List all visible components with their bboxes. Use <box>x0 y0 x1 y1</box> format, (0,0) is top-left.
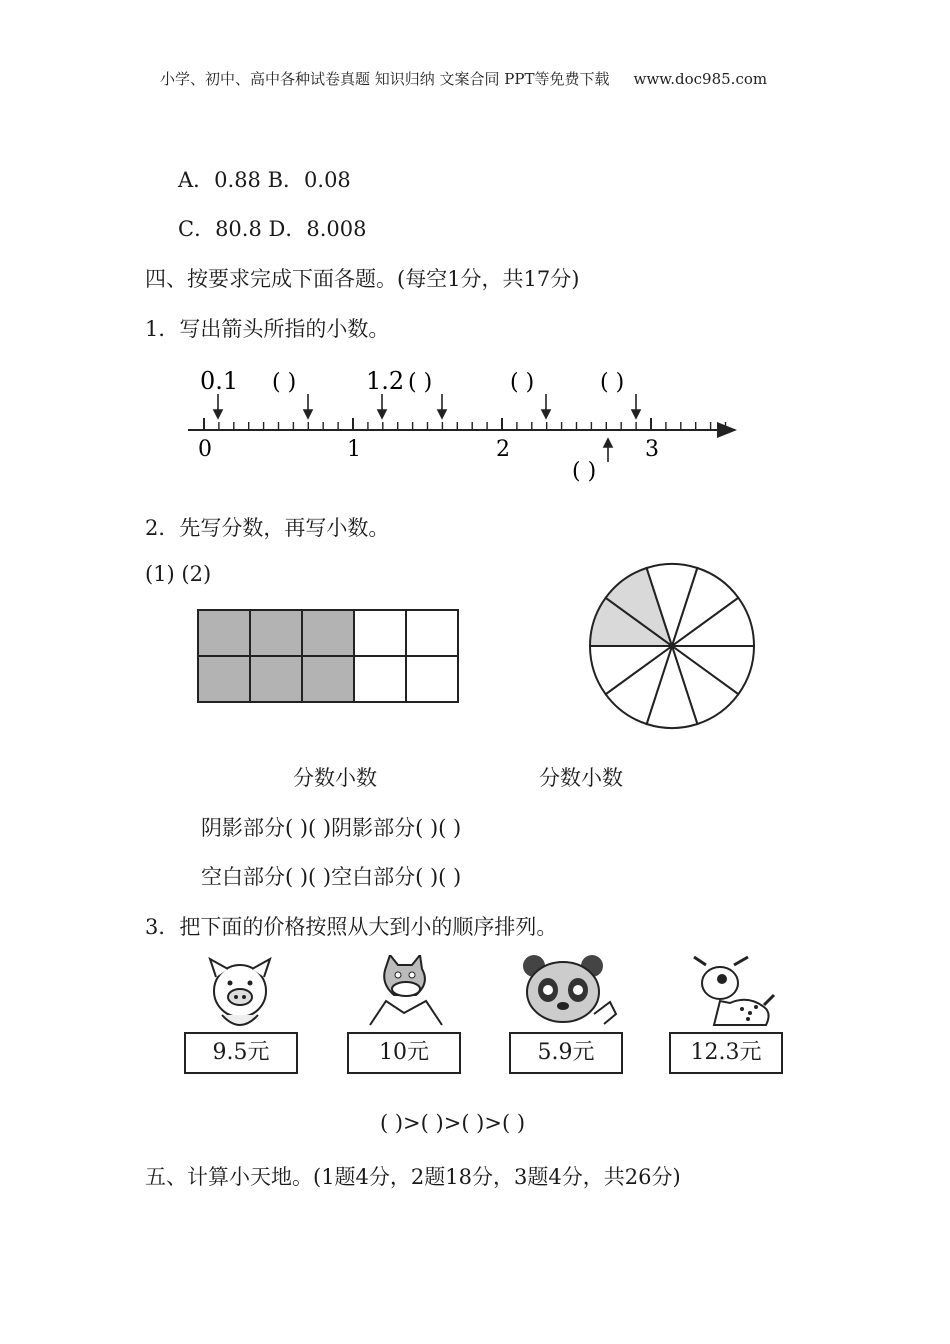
section-5-title: 五、计算小天地。(1题4分，2题18分，3题4分，共26分) <box>145 1165 681 1189</box>
price-tag-pig: 9.5元 <box>184 1032 298 1074</box>
tick-label-1: 1 <box>347 437 361 462</box>
shaded-grid <box>196 608 460 704</box>
blank-3[interactable]: ( ) <box>408 370 433 395</box>
tick-label-2: 2 <box>496 437 510 462</box>
number-line <box>180 360 750 490</box>
header-site[interactable]: www.doc985.com <box>633 70 768 88</box>
q1-title: 1．写出箭头所指的小数。 <box>145 317 390 341</box>
deer-icon <box>690 955 776 1035</box>
grid-cell <box>250 656 302 702</box>
axis-ticks <box>204 418 726 430</box>
arrow-down-icon <box>632 394 640 418</box>
grid-cell <box>302 656 354 702</box>
label-1-2: 1.2 <box>366 367 405 395</box>
label-0-1: 0.1 <box>200 367 239 395</box>
arrow-down-icon <box>214 394 222 418</box>
wolf-icon <box>360 955 450 1035</box>
grid-cell <box>198 656 250 702</box>
header-text: 小学、初中、高中各种试卷真题 知识归纳 文案合同 PPT等免费下载 <box>160 70 610 88</box>
option-line-2: C．80.8 D．8.008 <box>178 217 367 241</box>
panda-icon <box>518 952 618 1034</box>
grid-cell <box>198 610 250 656</box>
grid-cell <box>354 610 406 656</box>
q2-sub-labels: (1) (2) <box>145 562 212 586</box>
shaded-circle <box>586 560 758 732</box>
page-header <box>160 68 767 89</box>
row-blank[interactable]: 空白部分( )( )空白部分( )( ) <box>201 865 462 889</box>
arrow-up-icon <box>604 439 612 462</box>
blank-6[interactable]: ( ) <box>572 459 597 484</box>
arrow-down-icon <box>438 394 446 418</box>
order-answer-line[interactable]: ( )>( )>( )>( ) <box>380 1111 526 1135</box>
arrow-down-icon <box>304 394 312 418</box>
grid-cell <box>302 610 354 656</box>
row-shaded[interactable]: 阴影部分( )( )阴影部分( )( ) <box>201 816 462 840</box>
section-4-title: 四、按要求完成下面各题。(每空1分，共17分) <box>145 267 580 291</box>
arrow-down-icon <box>378 394 386 418</box>
col1-header: 分数小数 <box>293 766 377 790</box>
q3-title: 3．把下面的价格按照从大到小的顺序排列。 <box>145 915 558 939</box>
arrow-down-icon <box>542 394 550 418</box>
blank-5[interactable]: ( ) <box>600 370 625 395</box>
grid-cell <box>354 656 406 702</box>
blank-1[interactable]: ( ) <box>272 370 297 395</box>
blank-4[interactable]: ( ) <box>510 370 535 395</box>
tick-label-3: 3 <box>645 437 659 462</box>
q2-title: 2．先写分数，再写小数。 <box>145 516 390 540</box>
grid-cell <box>406 610 458 656</box>
price-tag-deer: 12.3元 <box>669 1032 783 1074</box>
price-tag-wolf: 10元 <box>347 1032 461 1074</box>
tick-label-0: 0 <box>198 437 212 462</box>
pig-icon <box>200 955 280 1035</box>
grid-cell <box>406 656 458 702</box>
grid-cell <box>250 610 302 656</box>
col2-header: 分数小数 <box>539 766 623 790</box>
price-tag-panda: 5.9元 <box>509 1032 623 1074</box>
option-line-1: A．0.88 B．0.08 <box>178 168 351 192</box>
